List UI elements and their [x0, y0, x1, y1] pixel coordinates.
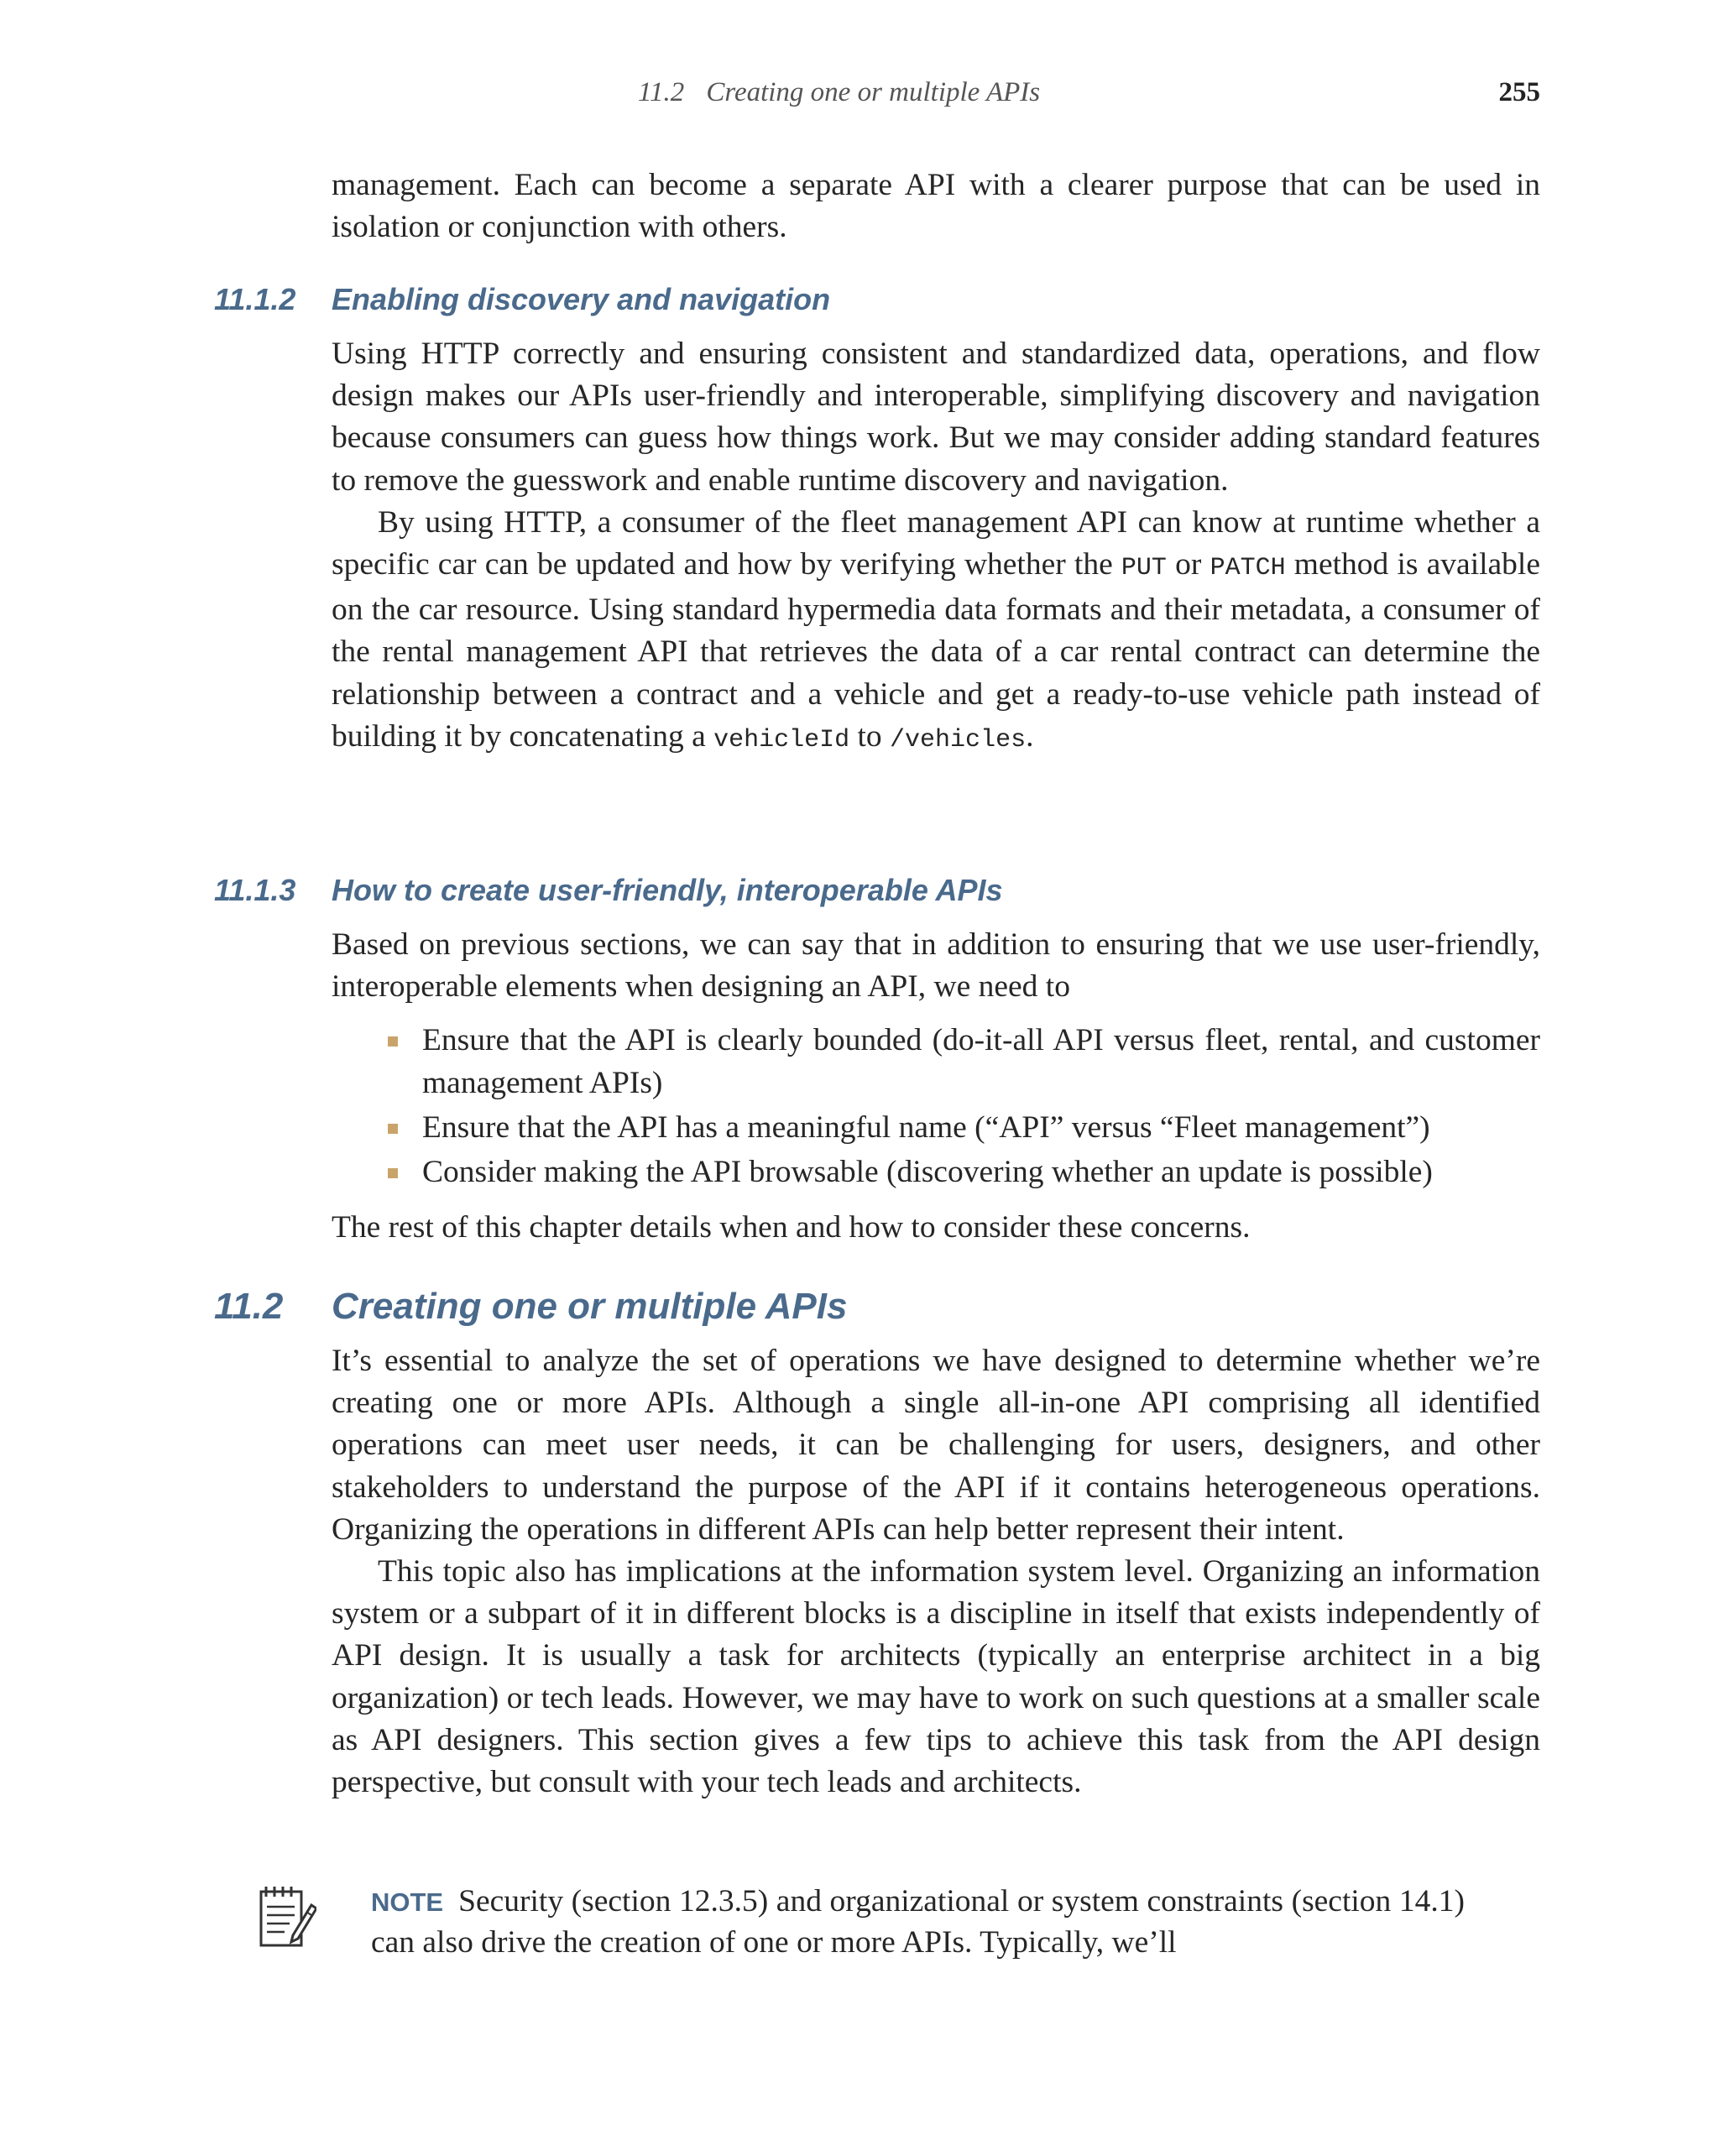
heading-number: 11.1.3 [214, 873, 296, 907]
page-number: 255 [1498, 77, 1540, 107]
heading-11-1-3 [214, 873, 1003, 908]
list-item-text: Ensure that the API is clearly bounded (do-it-all API versus fleet, rental, and customer management APIs) [422, 1023, 1540, 1100]
text-run: By using HTTP, a consumer of the fleet management API can know at runtime whether a specific car can be updated and how by verifying whether the [332, 504, 1540, 582]
inline-code: /vehicles [890, 725, 1027, 754]
paragraph: The rest of this chapter details when and how to consider these concerns. [332, 1210, 1251, 1245]
running-head-title [638, 77, 1040, 108]
inline-code: PUT [1121, 554, 1167, 583]
text-run: method is available on the car resource. Using standard hypermedia data formats and their metadata, a consumer of the rental management API that retrieves the data of a car rental contract can determine the relationship between a contract and a vehicle and get a ready-to-use vehicle path instead of building it by concatenating a [332, 547, 1540, 754]
heading-title: How to create user-friendly, interoperable APIs [332, 873, 1003, 907]
note-text-block [371, 1882, 1465, 1963]
text-run: or [1166, 547, 1210, 582]
text-run: to [849, 718, 891, 754]
intro-paragraph: management. Each can become a separate API with a clearer purpose that can be used in isolation or conjunction with others. [332, 168, 1540, 245]
paragraph [332, 502, 1540, 761]
paragraph: Based on previous sections, we can say that in addition to ensuring that we use user-friendly, interoperable elements when designing an API, we need to [332, 927, 1540, 1005]
inline-code: PATCH [1210, 554, 1286, 583]
heading-number: 11.1.2 [214, 282, 296, 316]
paragraph: This topic also has implications at the information system level. Organizing an information system or a subpart of it in different blocks is a discipline in itself that exists independently of API design. It is usually a task for architects (typically an enterprise architect in a big organization) or tech leads. However, we may have to work on such questions at a smaller scale as API designers. This section gives a few tips to achieve this task from the API design perspective, but consult with your tech leads and architects. [332, 1554, 1540, 1800]
note-text: Security (section 12.3.5) and organizational or system constraints (section 14.1) can also drive the creation of one or more APIs. Typically, we’ll [371, 1884, 1465, 1960]
heading-11-1-2 [214, 282, 830, 317]
list-item [332, 1020, 1540, 1104]
bullet-list [332, 1020, 1540, 1193]
list-item [332, 1107, 1540, 1149]
list-item-text: Consider making the API browsable (discovering whether an update is possible) [422, 1155, 1433, 1190]
text-run: . [1026, 718, 1034, 754]
inline-code: vehicleId [713, 725, 850, 754]
list-item-text: Ensure that the API has a meaningful name (“API” versus “Fleet management”) [422, 1109, 1430, 1145]
running-head-section-number: 11.2 [638, 77, 685, 107]
intro-block [332, 164, 1540, 248]
section-11-1-2-body [332, 333, 1540, 761]
heading-number: 11.2 [214, 1286, 284, 1327]
note-block [256, 1882, 1465, 1974]
running-head-section-title: Creating one or multiple APIs [706, 77, 1041, 107]
heading-title: Creating one or multiple APIs [332, 1286, 848, 1327]
section-11-2-body [332, 1340, 1540, 1804]
heading-title: Enabling discovery and navigation [332, 282, 831, 316]
running-head [332, 77, 1540, 119]
paragraph: It’s essential to analyze the set of operations we have designed to determine whether we’re creating one or more APIs. Although a single all-in-one API comprising all identified operations can meet user needs, it can be challenging for users, designers, and other stakeholders to understand the purpose of the API if it contains heterogeneous operations. Organizing the operations in different APIs can help better represent their intent. [332, 1344, 1540, 1547]
bullet-marker [388, 1036, 398, 1047]
bullet-marker [388, 1124, 398, 1134]
paragraph: Using HTTP correctly and ensuring consistent and standardized data, operations, and flow design makes our APIs user-friendly and interoperable, simplifying discovery and navigation because consumers can guess how things work. But we may consider adding standard features to remove the guesswork and enable runtime discovery and navigation. [332, 337, 1540, 498]
bullet-marker [388, 1168, 398, 1178]
section-11-1-3-body [332, 924, 1540, 1249]
heading-11-2 [214, 1286, 847, 1328]
note-label: NOTE [371, 1887, 444, 1917]
list-item [332, 1151, 1540, 1193]
notepad-icon [256, 1883, 316, 1950]
